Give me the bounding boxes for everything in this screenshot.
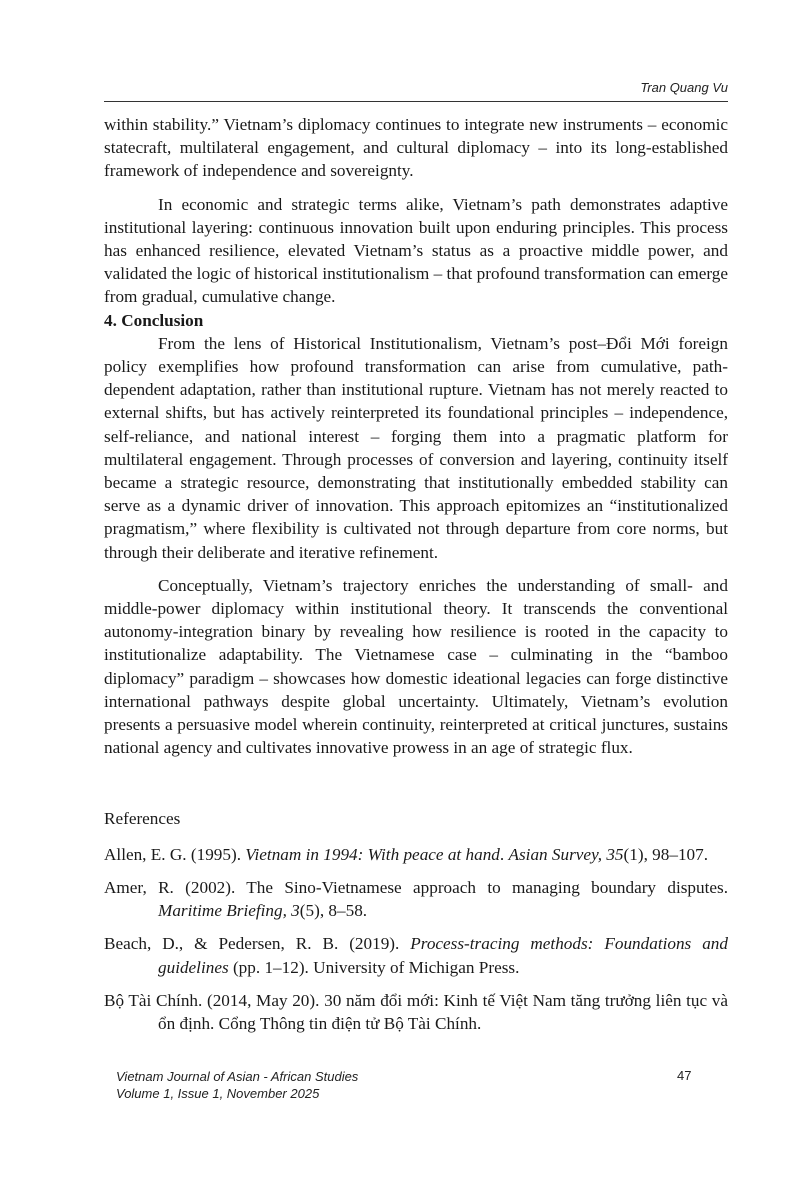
reference-journal: Maritime Briefing, 3 bbox=[158, 901, 300, 921]
paragraph-conclusion-1: From the lens of Historical Institutionalism, Vietnam’s post–Đổi Mới foreign policy exemplifies how profound transformation can arise from cumulative, path-dependent adaptation, rather than institutional rupture. Vietnam has not merely reacted to external shifts, but has actively reinterpreted its foundational principles – independence, self-reliance, and national interest – forging them into a pragmatic platform for multilateral engagement. Through processes of conversion and layering, continuity itself became a strategic resource, demonstrating that institutionally embedded stability can serve as a dynamic driver of innovation. This approach epitomizes an “institutionalized pragmatism,” where flexibility is cultivated not through departure from core norms, but through their deliberate and iterative refinement. bbox=[104, 333, 728, 562]
reference-title: Process-tracing methods: Foundations and guidelines bbox=[158, 934, 728, 977]
footer-journal-info bbox=[116, 1068, 358, 1102]
page-number: 47 bbox=[677, 1068, 692, 1083]
reference-details: (pp. 1–12). University of Michigan Press. bbox=[228, 957, 520, 977]
reference-details: (1), 98–107. bbox=[623, 844, 709, 864]
footer-issue: Volume 1, Issue 1, November 2025 bbox=[116, 1086, 320, 1101]
header-divider bbox=[104, 101, 728, 102]
reference-authors: Beach, D., & Pedersen, R. B. (2019). bbox=[104, 934, 411, 954]
paragraph-layering: In economic and strategic terms alike, Vietnam’s path demonstrates adaptive institutional layering: continuous innovation built upon enduring principles. This process has enhanced resilience, elevated Vietnam’s status as a proactive middle power, and validated the logic of historical institutionalism – that profound transformation can emerge from gradual, cumulative change. bbox=[104, 194, 728, 307]
reference-item: Bộ Tài Chính. (2014, May 20). 30 năm đổi mới: Kinh tế Việt Nam tăng trưởng liên tục và ổn định. Cổng Thông tin điện tử Bộ Tài Chính. bbox=[104, 990, 728, 1033]
running-header-author: Tran Quang Vu bbox=[640, 80, 728, 95]
footer-journal-name: Vietnam Journal of Asian - African Studies bbox=[116, 1069, 359, 1084]
reference-title: Vietnam in 1994: With peace at hand bbox=[245, 844, 500, 864]
reference-details: (5), 8–58. bbox=[299, 901, 368, 921]
paragraph-continuation: within stability.” Vietnam’s diplomacy continues to integrate new instruments – economic statecraft, multilateral engagement, and cultural diplomacy – into its long-established framework of independence and sovereignty. bbox=[104, 115, 728, 181]
reference-separator: . bbox=[499, 844, 509, 864]
reference-item bbox=[104, 843, 728, 866]
reference-authors: Amer, R. (2002). The Sino-Vietnamese approach to managing boundary disputes. bbox=[104, 877, 728, 897]
references-title: References bbox=[104, 809, 181, 829]
reference-item bbox=[104, 876, 728, 922]
section-heading: 4. Conclusion bbox=[104, 310, 204, 330]
reference-item bbox=[104, 932, 728, 978]
reference-journal: Asian Survey, 35 bbox=[508, 844, 624, 864]
paragraph-conclusion-2: Conceptually, Vietnam’s trajectory enriches the understanding of small- and middle-power diplomacy within institutional theory. It transcends the conventional autonomy-integration binary by revealing how resilience is rooted in the capacity to institutionalize adaptability. The Vietnamese case – culminating in the “bamboo diplomacy” paradigm – showcases how domestic ideational legacies can forge distinctive international pathways despite global uncertainty. Ultimately, Vietnam’s evolution presents a persuasive model wherein continuity, reinterpreted at critical junctures, sustains national agency and cultivates innovative prowess in an age of strategic flux. bbox=[104, 575, 728, 758]
article-body bbox=[104, 113, 728, 1045]
reference-authors: Allen, E. G. (1995). bbox=[104, 844, 246, 864]
